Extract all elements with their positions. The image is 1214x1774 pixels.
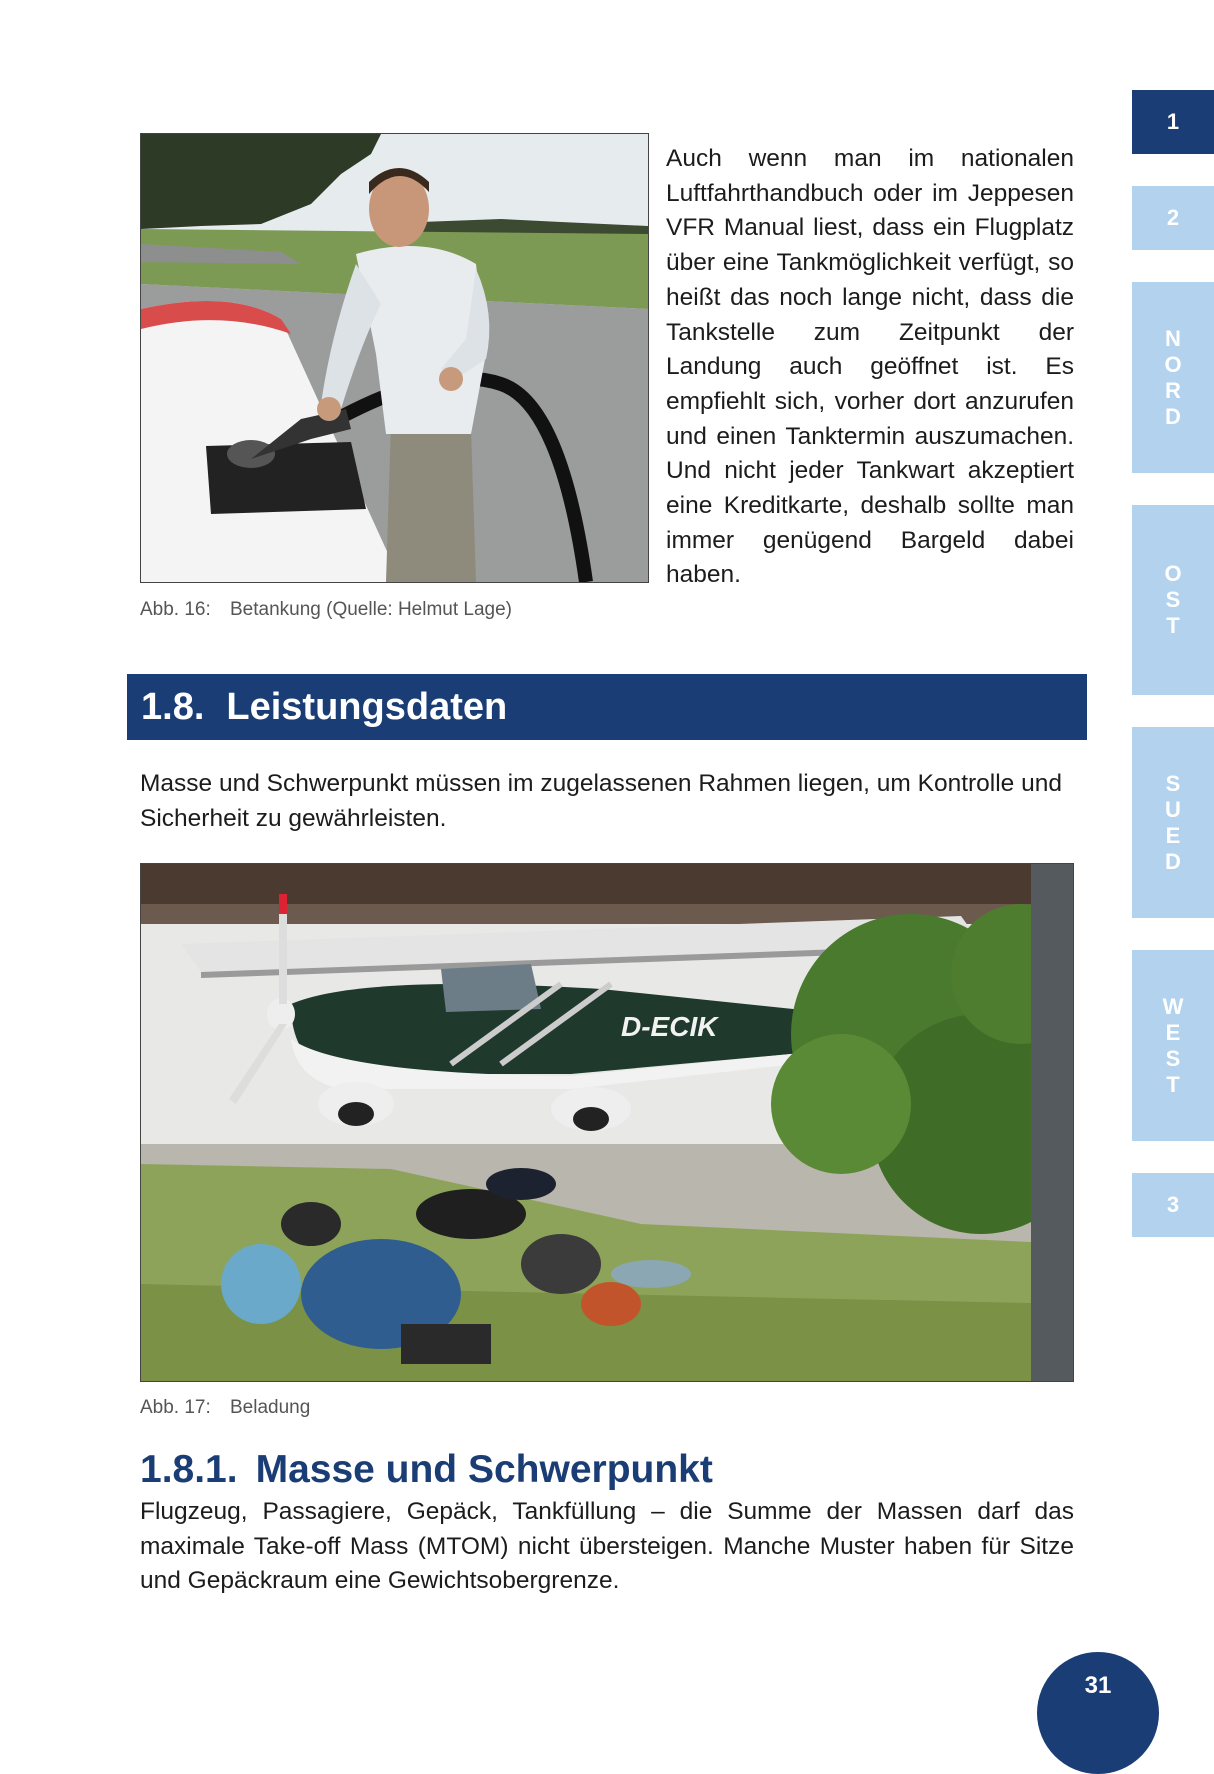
subsection-paragraph: Flugzeug, Passagiere, Gepäck, Tankfüllung – die Summe der Massen darf das maximale Take-off Mass (MTOM) nicht übersteigen. Manche Muster haben für Sitze und Gepäckraum eine Gewichtsobergrenze. [140,1498,1074,1595]
intro-paragraph: Auch wenn man im nationalen Luftfahrthandbuch oder im Jeppesen VFR Manual liest, dass ein Flugplatz über eine Tankmöglichkeit verfügt, so heißt das noch lange nicht, dass die Tankstelle zum Zeitpunkt der Landung auch geöffnet ist. Es empfiehlt sich, vorher dort anzurufen und einen Tanktermin auszumachen. Und nicht jeder Tankwart akzeptiert eine Kreditkarte, deshalb sollte man immer genügend Bargeld dabei haben. [666,145,1074,589]
section-heading [127,674,1087,740]
chapter-tab-nord[interactable] [1132,282,1214,473]
page-number: 31 [1037,1652,1159,1774]
chapter-tab-sued-label: S U E D [1165,770,1181,874]
section-number: 1.8. [141,686,205,728]
chapter-tab-3-label: 3 [1166,1192,1180,1217]
chapter-tab-1[interactable] [1132,90,1214,154]
figure-16-caption [140,599,512,621]
figure-17-text: Beladung [230,1397,311,1418]
section-paragraph: Masse und Schwerpunkt müssen im zugelassenen Rahmen liegen, um Kontrolle und Sicherheit zu gewährleisten. [140,770,1062,832]
chapter-tab-2-label: 2 [1166,205,1180,230]
chapter-tab-west[interactable] [1132,950,1214,1141]
figure-17-caption [140,1397,310,1419]
chapter-tab-nord-label: N O R D [1164,325,1182,429]
chapter-tab-sued[interactable] [1132,727,1214,918]
figure-16-number: Abb. 16: [140,599,211,620]
chapter-tab-ost[interactable] [1132,505,1214,695]
subsection-number: 1.8.1. [140,1448,238,1491]
refuelling-photo [140,133,649,583]
chapter-tab-ost-label: O S T [1164,561,1182,638]
section-title: Leistungsdaten [226,686,508,728]
figure-17-number: Abb. 17: [140,1397,211,1418]
chapter-tab-2[interactable] [1132,186,1214,250]
subsection-heading [140,1448,713,1492]
aircraft-registration: D-ECIK [621,1011,718,1042]
chapter-tab-3[interactable] [1132,1173,1214,1237]
chapter-tab-west-label: W E S T [1162,993,1184,1097]
loading-photo [140,863,1074,1382]
subsection-title: Masse und Schwerpunkt [255,1448,713,1491]
figure-16-text: Betankung (Quelle: Helmut Lage) [230,599,512,620]
chapter-tab-1-label: 1 [1166,109,1180,134]
